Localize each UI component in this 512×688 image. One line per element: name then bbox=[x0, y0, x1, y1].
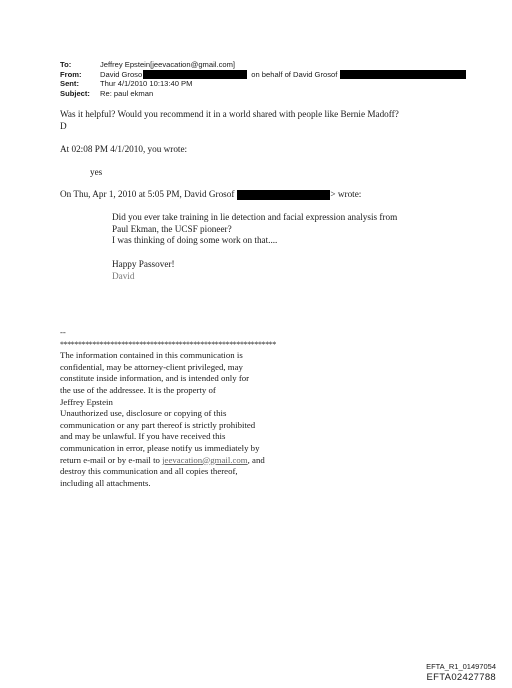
disclaimer-email-line bbox=[60, 455, 276, 467]
disclaimer-line: constitute inside information, and is intended only for bbox=[60, 373, 250, 384]
disclaimer-line: Jeffrey Epstein bbox=[60, 396, 113, 407]
disclaimer bbox=[60, 327, 276, 489]
to-label: To: bbox=[60, 60, 72, 69]
header-to-row bbox=[60, 60, 466, 70]
reply-text: yes bbox=[90, 167, 103, 177]
subject-value: Re: paul ekman bbox=[100, 88, 154, 98]
header-from-row bbox=[60, 70, 466, 80]
email-header bbox=[60, 60, 466, 98]
email-line-prefix: return e-mail or by e-mail to bbox=[60, 454, 163, 465]
on-suffix: > wrote: bbox=[330, 189, 362, 199]
signature bbox=[112, 259, 175, 282]
subject-label: Subject: bbox=[60, 88, 90, 98]
body-line: D bbox=[60, 120, 67, 131]
disclaimer-stars: ************************************************************ bbox=[60, 339, 277, 349]
redaction-box bbox=[237, 190, 330, 200]
disclaimer-line: communication or any part thereof is strictly prohibited bbox=[60, 419, 256, 430]
disclaimer-line: including all attachments. bbox=[60, 477, 151, 488]
redaction-box bbox=[340, 70, 466, 79]
greeting: Happy Passover! bbox=[112, 259, 175, 269]
from-name: David Groso bbox=[100, 69, 143, 79]
bates-id-small: EFTA_R1_01497054 bbox=[426, 662, 496, 671]
on-prefix: On Thu, Apr 1, 2010 at 5:05 PM, David Grosof bbox=[60, 189, 235, 199]
header-subject-row bbox=[60, 89, 466, 99]
redaction-box bbox=[143, 70, 247, 79]
from-label: From: bbox=[60, 69, 82, 79]
bates-id-large: EFTA02427788 bbox=[426, 672, 496, 683]
disclaimer-line: communication in error, please notify us immediately by bbox=[60, 442, 260, 453]
disclaimer-line: the use of the addressee. It is the property of bbox=[60, 384, 216, 395]
quoted-line: I was thinking of doing some work on that.... bbox=[112, 235, 278, 246]
quoted-line: Did you ever take training in lie detection and facial expression analysis from bbox=[112, 212, 398, 222]
message-body bbox=[60, 109, 399, 132]
disclaimer-line: destroy this communication and all copies thereof, bbox=[60, 466, 238, 477]
sent-value: Thur 4/1/2010 10:13:40 PM bbox=[100, 79, 193, 89]
disclaimer-line: Unauthorized use, disclosure or copying of this bbox=[60, 408, 227, 419]
header-sent-row bbox=[60, 79, 466, 89]
on-wrote-line bbox=[60, 189, 361, 201]
disclaimer-line: The information contained in this communication is bbox=[60, 350, 243, 361]
email-link[interactable]: jeevacation@gmail.com bbox=[162, 454, 248, 465]
disclaimer-line: and may be unlawful. If you have received this bbox=[60, 431, 226, 442]
disclaimer-dashes: -- bbox=[60, 327, 66, 337]
sent-label: Sent: bbox=[60, 79, 79, 89]
quoted-line: Paul Ekman, the UCSF pioneer? bbox=[112, 223, 232, 234]
to-value: Jeffrey Epstein[jeevacation@gmail.com] bbox=[100, 60, 236, 69]
body-line: Was it helpful? Would you recommend it in a world shared with people like Bernie Madoff? bbox=[60, 109, 399, 119]
from-behalf: on behalf of David Grosof bbox=[251, 69, 338, 79]
quote-intro: At 02:08 PM 4/1/2010, you wrote: bbox=[60, 144, 188, 154]
quoted-message bbox=[112, 212, 397, 247]
signoff: David bbox=[112, 270, 135, 281]
disclaimer-line: confidential, may be attorney-client privileged, may bbox=[60, 361, 243, 372]
email-line-suffix: , and bbox=[247, 454, 265, 465]
